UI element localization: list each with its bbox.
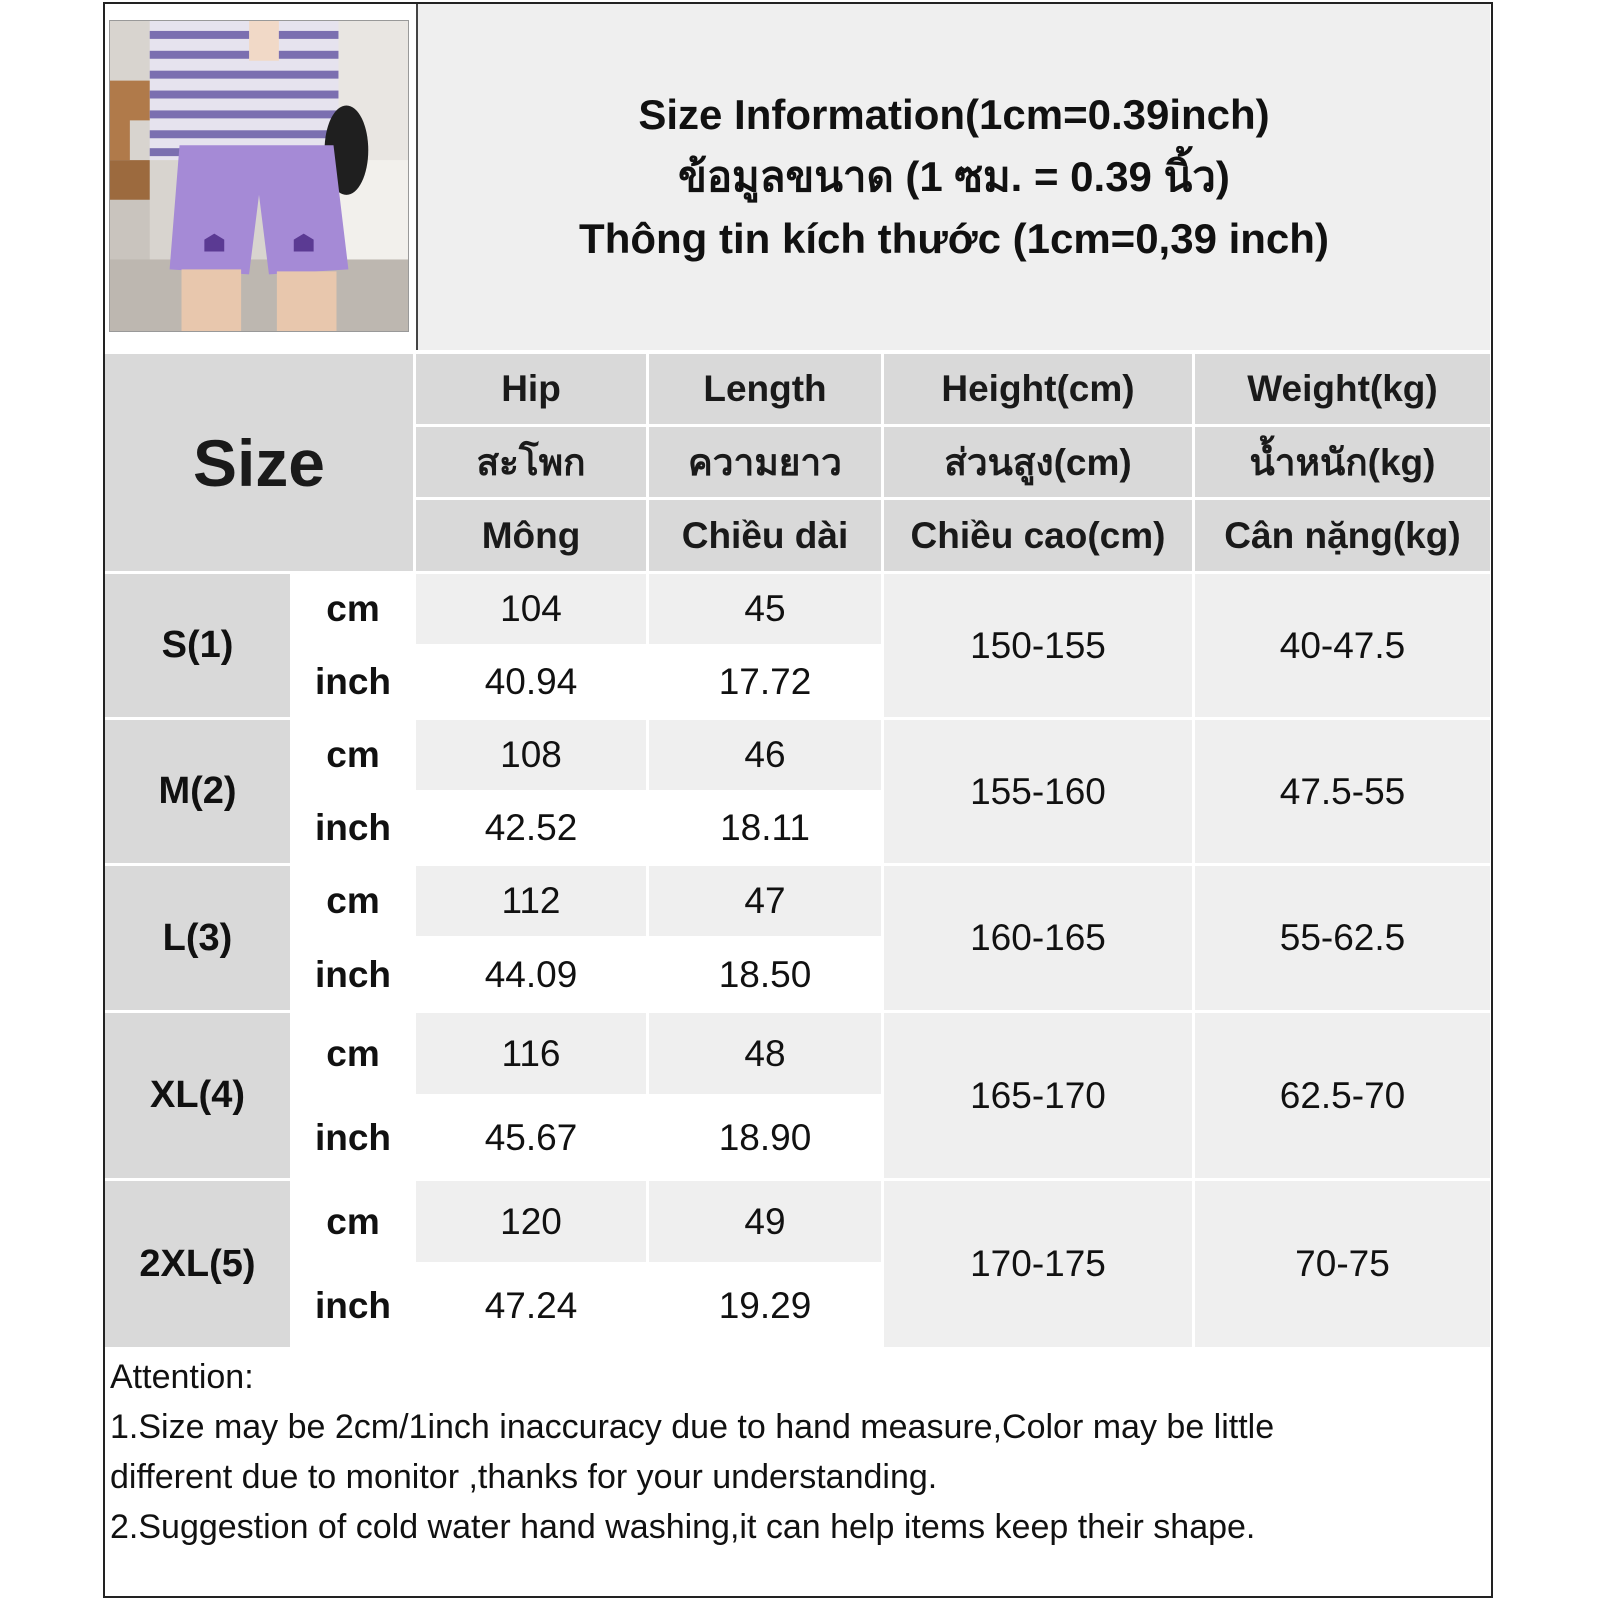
weight-header-th: น้ำหนัก(kg) (1195, 427, 1490, 497)
unit-cm: cm (293, 866, 413, 936)
unit-inch: inch (293, 647, 413, 717)
weight-range: 70-75 (1195, 1181, 1490, 1347)
hip-inch-value: 45.67 (416, 1097, 646, 1178)
title-vietnamese: Thông tin kích thước (1cm=0,39 inch) (579, 215, 1329, 262)
title-thai: ข้อมูลขนาด (1 ซม. = 0.39 นิ้ว) (678, 153, 1230, 200)
weight-header-en: Weight(kg) (1195, 354, 1490, 424)
attention-line: 1.Size may be 2cm/1inch inaccuracy due to hand measure,Color may be little (110, 1408, 1275, 1446)
weight-range: 55-62.5 (1195, 866, 1490, 1010)
height-range: 165-170 (884, 1013, 1192, 1178)
hip-cm-value: 116 (416, 1013, 646, 1094)
hip-header-th: สะโพก (416, 427, 646, 497)
attention-line: 2.Suggestion of cold water hand washing,it can help items keep their shape. (110, 1508, 1256, 1546)
length-inch-value: 18.11 (649, 793, 881, 863)
size-label: XL(4) (105, 1013, 290, 1178)
unit-inch: inch (293, 1265, 413, 1347)
height-range: 170-175 (884, 1181, 1192, 1347)
hip-cm-value: 108 (416, 720, 646, 790)
hip-inch-value: 44.09 (416, 939, 646, 1010)
length-header-th: ความยาว (649, 427, 881, 497)
unit-cm: cm (293, 574, 413, 644)
unit-cm: cm (293, 1013, 413, 1094)
hip-inch-value: 47.24 (416, 1265, 646, 1347)
size-column-header: Size (105, 354, 413, 571)
hip-inch-value: 40.94 (416, 647, 646, 717)
product-photo (109, 20, 409, 332)
length-cm-value: 48 (649, 1013, 881, 1094)
hip-cm-value: 104 (416, 574, 646, 644)
length-header-vi: Chiều dài (649, 500, 881, 571)
title-block (416, 4, 1490, 350)
length-inch-value: 19.29 (649, 1265, 881, 1347)
length-cm-value: 49 (649, 1181, 881, 1262)
weight-header-vi: Cân nặng(kg) (1195, 500, 1490, 571)
unit-cm: cm (293, 1181, 413, 1262)
unit-inch: inch (293, 793, 413, 863)
weight-range: 62.5-70 (1195, 1013, 1490, 1178)
title-english: Size Information(1cm=0.39inch) (638, 91, 1270, 138)
height-range: 150-155 (884, 574, 1192, 717)
weight-range: 40-47.5 (1195, 574, 1490, 717)
size-label: M(2) (105, 720, 290, 863)
length-inch-value: 17.72 (649, 647, 881, 717)
length-cm-value: 46 (649, 720, 881, 790)
length-cm-value: 47 (649, 866, 881, 936)
unit-cm: cm (293, 720, 413, 790)
height-header-vi: Chiều cao(cm) (884, 500, 1192, 571)
attention-notes (110, 1352, 1480, 1552)
length-inch-value: 18.50 (649, 939, 881, 1010)
size-label: 2XL(5) (105, 1181, 290, 1347)
unit-inch: inch (293, 1097, 413, 1178)
hip-cm-value: 120 (416, 1181, 646, 1262)
hip-header-vi: Mông (416, 500, 646, 571)
hip-inch-value: 42.52 (416, 793, 646, 863)
length-cm-value: 45 (649, 574, 881, 644)
attention-line: different due to monitor ,thanks for your understanding. (110, 1458, 938, 1496)
length-inch-value: 18.90 (649, 1097, 881, 1178)
attention-heading: Attention: (110, 1358, 254, 1396)
size-label: L(3) (105, 866, 290, 1010)
size-label: S(1) (105, 574, 290, 717)
hip-header-en: Hip (416, 354, 646, 424)
height-header-th: ส่วนสูง(cm) (884, 427, 1192, 497)
height-header-en: Height(cm) (884, 354, 1192, 424)
height-range: 160-165 (884, 866, 1192, 1010)
length-header-en: Length (649, 354, 881, 424)
height-range: 155-160 (884, 720, 1192, 863)
weight-range: 47.5-55 (1195, 720, 1490, 863)
hip-cm-value: 112 (416, 866, 646, 936)
unit-inch: inch (293, 939, 413, 1010)
